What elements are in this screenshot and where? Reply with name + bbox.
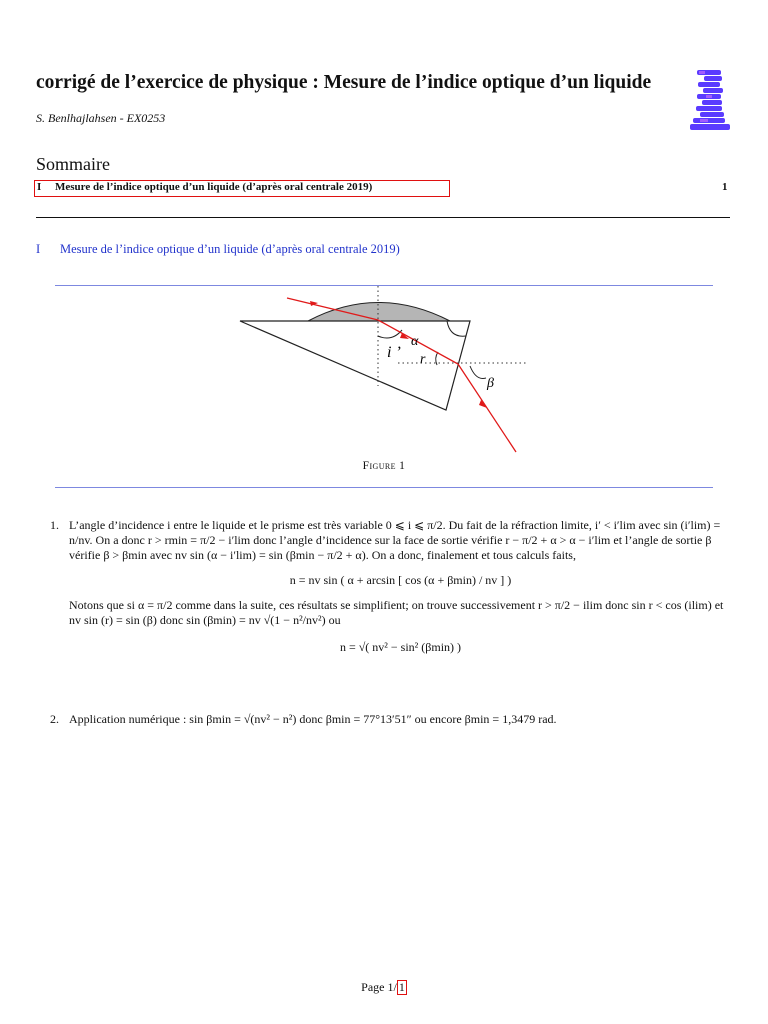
toc-entry-number: I: [37, 181, 42, 193]
figure-bottom-rule: [55, 487, 713, 488]
label-r: r: [420, 352, 426, 367]
page-total-link[interactable]: 1: [398, 980, 405, 994]
section-title: Mesure de l’indice optique d’un liquide (d’après oral centrale 2019): [60, 242, 400, 256]
liquid-drop: [308, 303, 450, 322]
author-line: S. Benlhajlahsen - EX0253: [36, 111, 166, 125]
toc-entry-page: 1: [722, 181, 728, 193]
page-number: [0, 980, 768, 995]
item-paragraph: Application numérique : sin βmin = √(nv² − n²) donc βmin = 77°13′51″ ou encore βmin = 1,3479 rad.: [69, 712, 557, 726]
document-title: corrigé de l’exercice de physique : Mesure de l’indice optique d’un liquide: [36, 72, 652, 93]
equation: n = √( nv² − sin² (βmin) ): [339, 640, 462, 654]
angle-alpha-arc: [447, 321, 466, 336]
item-paragraph: L’angle d’incidence i entre le liquide et le prisme est très variable 0 ⩽ i ⩽ π/2. Du fait de la réfraction limite, i′ < i′lim avec sin (i′lim) = n/nv. On a donc r > rmin = π/2 − i′lim donc l’angle d’incidence sur la face de sortie vérifie r − π/2 + α > α − i′lim et l’angle de sortie β vérifie β > βmin avec nv sin (α − i′lim) = sin (βmin − π/2 + α). On a donc, finalement et tous calculs faits,: [69, 518, 721, 562]
list-item: [50, 518, 732, 655]
section-number: I: [36, 242, 41, 256]
item-paragraph: Notons que si α = π/2 comme dans la suite, ces résultats se simplifient; on trouve successivement r > π/2 − ilim donc sin r < cos (ilim) et nv sin (r) = sin (β) donc sin (βmin) = nv √(1 − n²/nv²) ou: [69, 598, 724, 627]
list-item: [50, 712, 732, 727]
toc-heading: Sommaire: [36, 154, 110, 174]
angle-r-arc: [436, 352, 438, 365]
item-number: 1.: [50, 518, 59, 532]
label-alpha: α: [411, 334, 419, 349]
toc-entry-link[interactable]: Mesure de l’indice optique d’un liquide (d’après oral centrale 2019): [55, 181, 373, 193]
figure-caption: Figure 1: [362, 460, 406, 472]
prism: [240, 321, 470, 410]
item-number: 2.: [50, 712, 59, 726]
label-beta: β: [487, 376, 494, 391]
page-number-prefix: Page 1/: [361, 980, 397, 994]
angle-beta-arc: [470, 366, 486, 379]
toc-rule: [36, 217, 730, 218]
spiral-logo-icon: [688, 66, 734, 138]
prism-diagram: [0, 286, 768, 458]
equation: n = nv sin ( α + arcsin [ cos (α + βmin) / nv ] ): [289, 573, 512, 587]
label-i-prime: i ’: [387, 344, 401, 361]
